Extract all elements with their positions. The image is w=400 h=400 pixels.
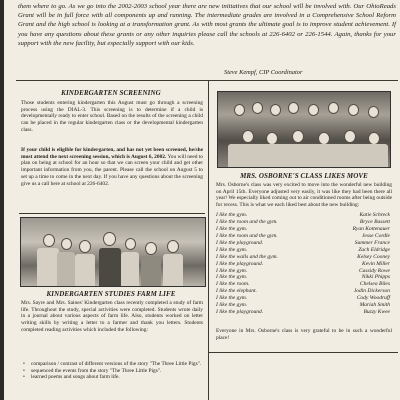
likes-text: I like the gym. (216, 267, 248, 274)
screening-paragraph-1: Those students entering kindergarten this August must go through a screening process using the DIAL-3. This screening is to determine if a child is developmentally ready to enter school. Based on the results of the screening a child can be placed in the regular kindergarten class or the developmental kindergarten class. (21, 100, 203, 133)
intro-paragraph: them where to go. As we go into the 2002-2003 school year there are new initiatives that our school will be involved with. Our OhioReads Grant will be in full force with all components up and running. The intermediate grades are involved in a Comprehensive School Reform Grant and the high school is looking at a transformation grant. As with most grants the ultimate goal is to improve student achievement. If you have any questions about these grants or any other inquiries please call the schools at 226-6402 or 226-1544. Again, thanks for your support with the new facility, but especially support with our kids. (18, 3, 396, 47)
likes-row (216, 261, 390, 268)
likes-row (216, 309, 390, 316)
student-name: Cody Woodruff (356, 295, 390, 302)
student-name: Buzzy Kwee (363, 309, 390, 316)
student-name: Jesse Cordle (361, 232, 390, 239)
student-name: Kelsey Cooney (357, 253, 390, 260)
likes-row (216, 233, 390, 240)
osborne-paragraph: Mrs. Osborne's class was very excited to move into the wonderful new building on April 15th. Everyone adjusted very easily, it was like they had been there all year! We especially liked coming out to air conditioned rooms after being outside for recess. This is what we each liked best about the new building: (216, 182, 392, 209)
signature: Steve Kempf, CIP Coordinator (224, 69, 303, 76)
likes-row (216, 302, 390, 309)
osborne-heading: MRS. OSBORNE'S CLASS LIKES MOVE (240, 172, 368, 180)
likes-text: I like the playground. (216, 239, 264, 246)
likes-text: I like the room and the gym. (216, 218, 278, 225)
screening-paragraph-2 (21, 147, 203, 187)
likes-row (216, 240, 390, 247)
farm-paragraph: Mrs. Sayre and Mrs. Saines' Kindergarten class recently completed a study of farm life. Throughout the study, special activities were completed. Students wrote daily in a journal about various aspects of farm life. Also, students worked on letter writing skills by writing a letter to a farmer and thank you letters. Students completed reading activities which included the following: (21, 300, 203, 333)
likes-text: I like the walls and the gym. (216, 253, 278, 260)
likes-text: I like the playground. (216, 309, 264, 316)
farm-heading: KINDERGARTEN STUDIES FARM LIFE (46, 290, 176, 298)
right-bottom-rule (208, 352, 398, 353)
student-name: Katie Schreck (359, 212, 390, 218)
likes-text: I like the playground. (216, 260, 264, 267)
newsletter-page (4, 0, 400, 400)
student-name: Zach Eldridge (358, 246, 390, 253)
screening-emphasis: If your child is eligible for kindergarten, and has not yet been screened, he/she must attend the next screening session, which is August 6, 2002. (21, 147, 203, 160)
likes-text: I like the gym. (216, 274, 248, 281)
osborne-class-photo (217, 91, 391, 168)
farm-class-photo (20, 217, 206, 287)
likes-text: I like the gym. (216, 225, 248, 232)
osborne-closing: Everyone in Mrs. Osborne's class is very grateful to be in such a wonderful place! (216, 328, 392, 341)
likes-row (216, 295, 390, 302)
left-divider (19, 213, 205, 214)
farm-activity-item: • learned poems and songs about farm life. (31, 374, 205, 381)
likes-row (216, 219, 390, 226)
likes-text: I like the room. (216, 281, 250, 288)
likes-text: I like the elephant. (216, 288, 257, 295)
likes-text: I like the gym. (216, 212, 248, 218)
student-name: Bryce Bassett (359, 218, 390, 225)
likes-text: I like the gym. (216, 302, 248, 309)
likes-text: I like the gym. (216, 295, 248, 302)
likes-text: I like the gym. (216, 246, 248, 253)
likes-list (216, 212, 390, 316)
screening-heading: KINDERGARTEN SCREENING (61, 89, 161, 97)
student-name: Chelsea Biles (359, 281, 390, 288)
likes-row (216, 281, 390, 288)
farm-activity-item: • sequenced the events from the story "The Three Little Pigs". (31, 368, 205, 375)
likes-row (216, 226, 390, 233)
student-name: Kevin Miller (362, 260, 390, 267)
likes-row (216, 254, 390, 261)
likes-row (216, 268, 390, 275)
student-name: Mariah Smith (359, 302, 390, 309)
student-name: Nikki Phipps (361, 274, 390, 281)
likes-text: I like the room and the gym. (216, 232, 278, 239)
screening-details: You will need to plan on being at school for an hour so that we can screen your child and get other important information from you, the parent. Please call the school on August 5 to set up a time to come in the next day. If you have any questions about the screening give us a call here at school at 226-6402. (21, 153, 204, 187)
likes-row (216, 274, 390, 281)
student-name: Jodin Dickerson (353, 288, 390, 295)
farm-activities-list (21, 361, 205, 381)
student-name: Ryan Kottenauer (352, 225, 390, 232)
section-divider (16, 80, 398, 81)
likes-row (216, 247, 390, 254)
student-name: Summer France (354, 239, 390, 246)
likes-row (216, 212, 390, 219)
farm-activity-item: • comparison / contrast of different versions of the story "The Three Little Pigs". (31, 361, 205, 368)
student-name: Cassidy Rowe (358, 267, 390, 274)
